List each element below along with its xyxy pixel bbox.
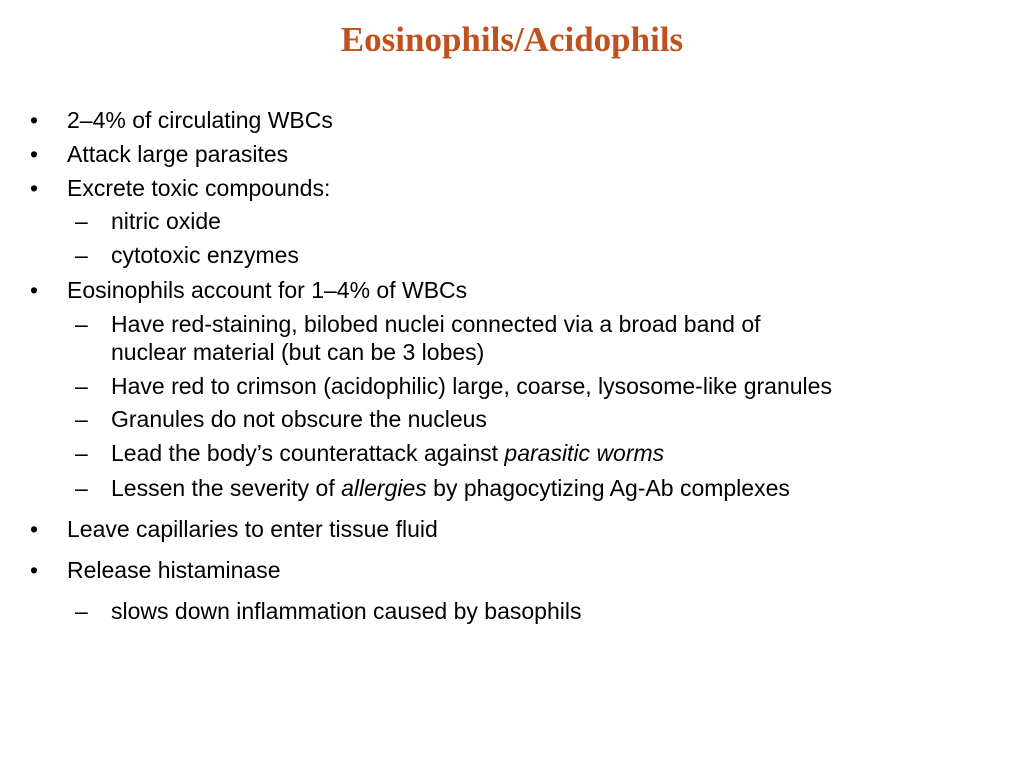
list-item: Excrete toxic compounds: — [67, 175, 331, 201]
italic-term: allergies — [341, 475, 427, 501]
sub-list-item: cytotoxic enzymes — [111, 242, 299, 268]
italic-term: parasitic worms — [504, 440, 665, 466]
dash-icon: – — [75, 598, 88, 624]
dash-icon: – — [75, 406, 88, 432]
text-segment: Lessen the severity of — [111, 475, 342, 501]
sub-list-item-continuation: nuclear material (but can be 3 lobes) — [111, 339, 485, 365]
dash-icon: – — [75, 242, 88, 268]
sub-list-item: Granules do not obscure the nucleus — [111, 406, 487, 432]
dash-icon: – — [75, 311, 88, 337]
sub-list-item: slows down inflammation caused by basophils — [111, 598, 582, 624]
list-item: Attack large parasites — [67, 141, 289, 167]
bullet-icon: • — [30, 557, 39, 583]
sub-list-item — [111, 474, 790, 502]
dash-icon: – — [75, 208, 88, 234]
list-item: Leave capillaries to enter tissue fluid — [67, 516, 438, 542]
sub-list-item: Have red-staining, bilobed nuclei connected via a broad band of — [111, 311, 761, 337]
text-segment: Lead the body’s counterattack against — [111, 440, 505, 466]
dash-icon: – — [75, 475, 88, 501]
sub-list-item: Have red to crimson (acidophilic) large, coarse, lysosome-like granules — [111, 373, 832, 399]
bullet-icon: • — [30, 175, 39, 201]
sub-list-item — [111, 439, 664, 467]
dash-icon: – — [75, 440, 88, 466]
slide-title: Eosinophils/Acidophils — [340, 20, 684, 59]
text-segment: by phagocytizing Ag-Ab complexes — [426, 475, 790, 501]
bullet-icon: • — [30, 277, 39, 303]
list-item: Release histaminase — [67, 557, 281, 583]
list-item: Eosinophils account for 1–4% of WBCs — [67, 277, 468, 303]
bullet-icon: • — [30, 516, 39, 542]
dash-icon: – — [75, 373, 88, 399]
bullet-icon: • — [30, 141, 39, 167]
sub-list-item: nitric oxide — [111, 208, 221, 234]
list-item: 2–4% of circulating WBCs — [67, 107, 333, 133]
bullet-icon: • — [30, 107, 39, 133]
